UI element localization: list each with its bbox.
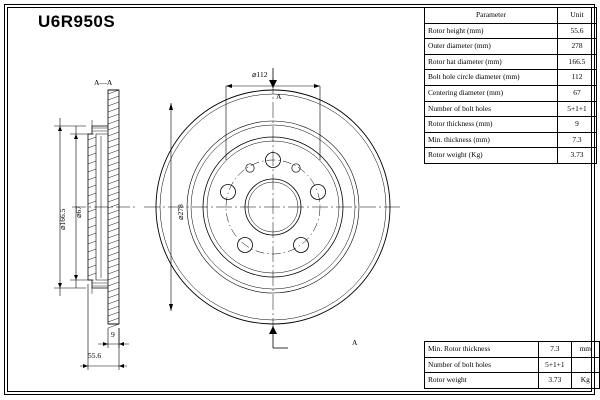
dim-label-thickness: 9 [111,330,115,339]
param-label: Rotor hat diameter (mm) [425,54,558,70]
table-row [425,70,597,86]
spec-table-summary [424,341,600,389]
dim-label-centering-diameter: ⌀67 [74,205,83,218]
param-value: 7.3 [539,342,572,358]
table-row [425,357,600,373]
param-label: Rotor height (mm) [425,23,558,39]
param-value: 166.5 [558,54,597,70]
param-value: 3.73 [558,148,597,164]
param-label: Outer diameter (mm) [425,39,558,55]
table-row [425,39,597,55]
header-parameter: Parameter [425,8,558,24]
param-value: 5+1+1 [539,357,572,373]
param-unit [571,357,599,373]
param-value: 9 [558,117,597,133]
param-value: 7.3 [558,132,597,148]
param-value: 55.6 [558,23,597,39]
param-label: Centering diameter (mm) [425,85,558,101]
dim-label-rotor-height: 55.6 [88,351,102,360]
param-label: Rotor weight [425,373,539,389]
table-row [425,101,597,117]
section-mark-label-bottom: A [352,338,358,347]
param-value: 3.73 [539,373,572,389]
table-row [425,54,597,70]
table-row [425,117,597,133]
section-mark-bottom [269,326,288,348]
table-row [425,373,600,389]
dim-label-hat-diameter: ⌀166.5 [58,208,67,230]
technical-drawing [8,8,423,391]
param-label: Rotor thickness (mm) [425,117,558,133]
page-title: U6R950S [38,12,116,31]
param-value: 278 [558,39,597,55]
param-label: Number of bolt holes [425,357,539,373]
brake-rotor-drawing [8,8,423,391]
param-value: 67 [558,85,597,101]
section-label-top: A—A [94,78,113,87]
table-row [425,132,597,148]
param-label: Min. thickness (mm) [425,132,558,148]
param-label: Rotor weight (Kg) [425,148,558,164]
param-label: Bolt hole circle diameter (mm) [425,70,558,86]
dim-label-outer-diameter: ⌀278 [176,204,185,220]
table-row [425,148,597,164]
table-row [425,85,597,101]
spec-table-parameters [424,7,597,164]
param-value: 112 [558,70,597,86]
table-header-row [425,8,597,24]
param-label: Min. Rotor thickness [425,342,539,358]
param-unit: Kg [571,373,599,389]
table-row [425,342,600,358]
section-mark-top [269,68,277,88]
param-value: 5+1+1 [558,101,597,117]
section-mark-label-top: A [276,92,282,101]
table-row [425,23,597,39]
header-unit: Unit [558,8,597,24]
param-unit: mm [571,342,599,358]
dim-label-bolt-circle: ⌀112 [252,70,268,79]
param-label: Number of bolt holes [425,101,558,117]
